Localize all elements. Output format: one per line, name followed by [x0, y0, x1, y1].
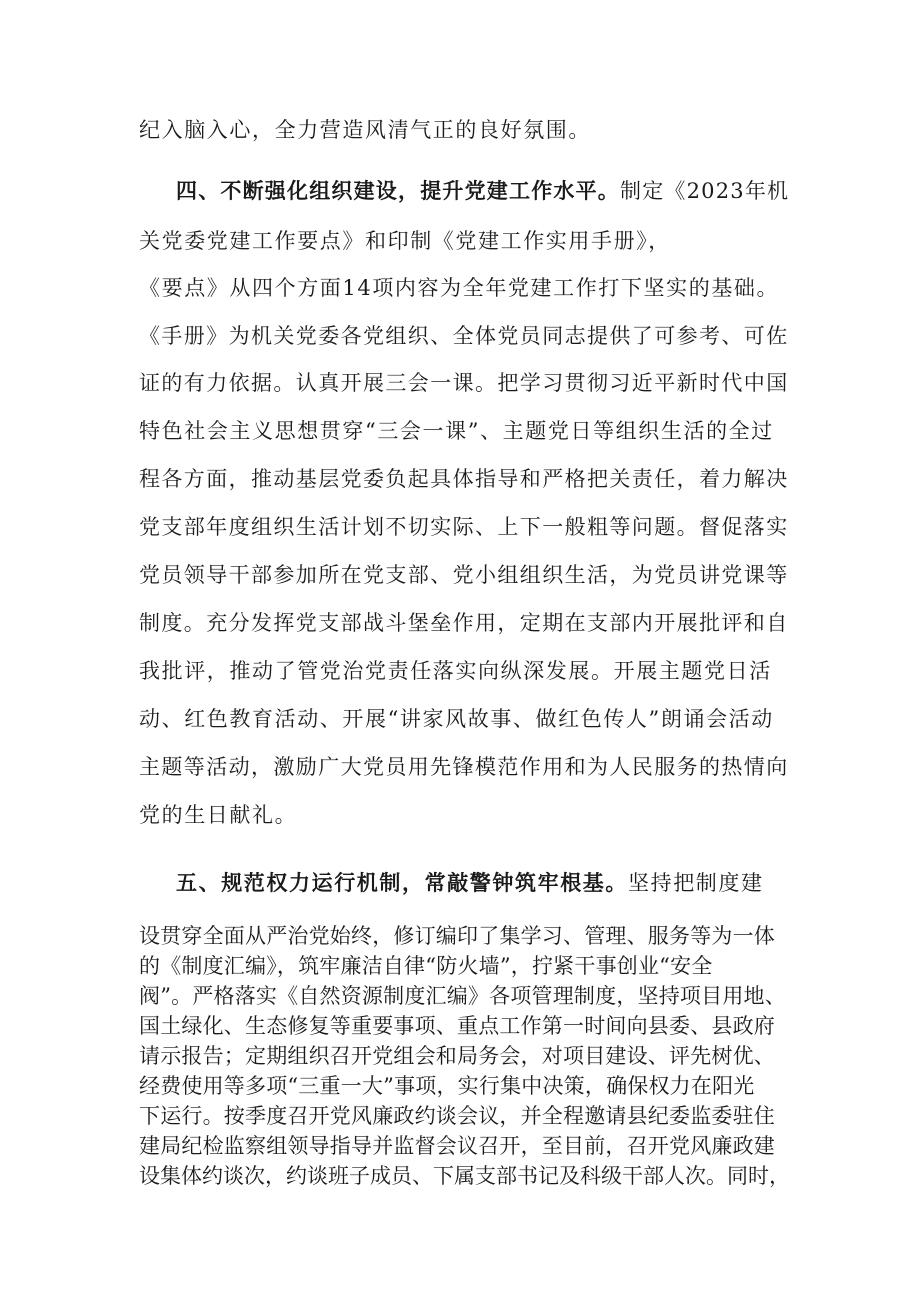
paragraph-line: 制度。充分发挥党支部战斗堡垒作用，定期在支部内开展批评和自 [139, 611, 789, 635]
paragraph-line: 《手册》为机关党委各党组织、全体党员同志提供了可参考、可佐 [139, 324, 789, 348]
section4-text: 制定《2023年机 [620, 179, 790, 203]
paragraph-line: 特色社会主义思想贯穿“三会一课”、主题党日等组织生活的全过 [139, 419, 774, 443]
paragraph-line: 关党委党建工作要点》和印制《党建工作实用手册》， [139, 229, 671, 253]
paragraph-line: 主题等活动，激励广大党员用先锋模范作用和为人民服务的热情向 [139, 755, 789, 779]
paragraph-line: 党的生日献礼。 [139, 803, 298, 827]
paragraph-line: 纪入脑入心，全力营造风清气正的良好氛围。 [139, 118, 591, 142]
paragraph-line: 设集体约谈次，约谈班子成员、下属支部书记及科级干部人次。同时， [139, 1164, 790, 1188]
section4-heading: 四、不断强化组织建设，提升党建工作水平。 [176, 178, 620, 203]
section4-first-line [176, 178, 789, 204]
paragraph-line: 的《制度汇编》，筑牢廉洁自律“防火墙”，拧紧干事创业“安全 [139, 954, 713, 978]
paragraph-line: 党员领导干部参加所在党支部、党小组组织生活，为党员讲党课等 [139, 563, 789, 587]
paragraph-line: 请示报告；定期组织召开党组会和局务会，对项目建设、评先树优、 [139, 1044, 775, 1068]
paragraph-line: 程各方面，推动基层党委负起具体指导和严格把关责任，着力解决 [139, 467, 789, 491]
paragraph-line: 党支部年度组织生活计划不切实际、上下一般粗等问题。督促落实 [139, 515, 789, 539]
paragraph-line: 动、红色教育活动、开展“讲家风故事、做红色传人”朗诵会活动 [139, 707, 774, 731]
paragraph-line: 国土绿化、生态修复等重要事项、重点工作第一时间向县委、县政府 [139, 1014, 775, 1038]
section5-text: 坚持把制度建 [628, 871, 764, 895]
paragraph-line: 阀”。严格落实《自然资源制度汇编》各项管理制度，坚持项目用地、 [139, 984, 786, 1008]
section5-heading: 五、规范权力运行机制，常敲警钟筑牢根基。 [176, 870, 628, 895]
paragraph-line: 下运行。按季度召开党风廉政约谈会议，并全程邀请县纪委监委驻住 [139, 1104, 775, 1128]
paragraph-line: 设贯穿全面从严治党始终，修订编印了集学习、管理、服务等为一体 [139, 924, 775, 948]
paragraph-line: 经费使用等多项“三重一大”事项，实行集中决策，确保权力在阳光 [139, 1074, 755, 1098]
paragraph-line: 证的有力依据。认真开展三会一课。把学习贯彻习近平新时代中国 [139, 371, 789, 395]
paragraph-line: 《要点》从四个方面14项内容为全年党建工作打下坚实的基础。 [139, 276, 780, 300]
paragraph-line: 建局纪检监察组领导指导并监督会议召开，至目前，召开党风廉政建 [139, 1134, 775, 1158]
section5-first-line [176, 870, 764, 896]
paragraph-line: 我批评，推动了管党治党责任落实向纵深发展。开展主题党日活 [139, 659, 772, 683]
